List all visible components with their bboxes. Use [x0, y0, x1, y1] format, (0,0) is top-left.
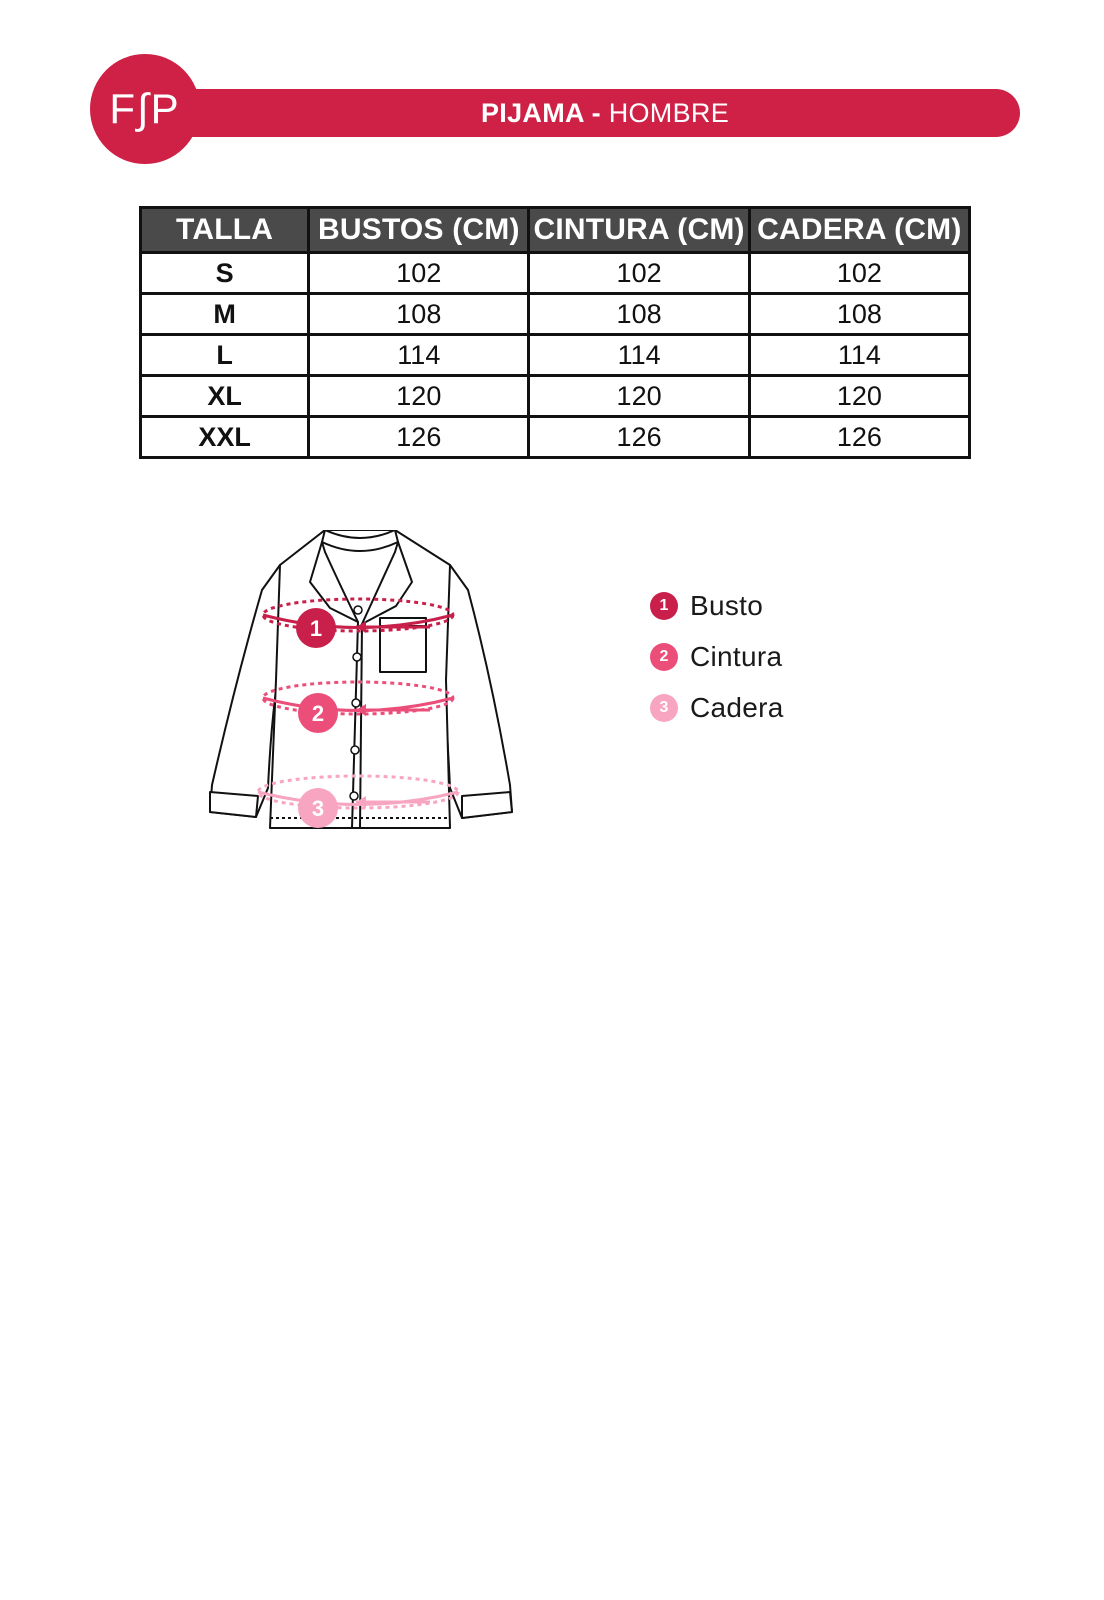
legend-label-cadera: Cadera: [690, 691, 784, 723]
marker-3: [298, 788, 338, 828]
bust-cell: 114: [309, 335, 529, 376]
waist-cell: 120: [529, 376, 749, 417]
header-bustos: BUSTOS (CM): [309, 208, 529, 253]
header-talla: TALLA: [141, 208, 309, 253]
hip-cell: 114: [749, 335, 969, 376]
bust-cell: 120: [309, 376, 529, 417]
legend-label-cintura: Cintura: [690, 640, 783, 672]
left-cuff: [210, 792, 258, 817]
legend-label-busto: Busto: [690, 589, 764, 621]
header-banner: [150, 89, 1020, 137]
legend-item-busto: [650, 580, 784, 631]
header-cintura: CINTURA (CM): [529, 208, 749, 253]
bust-cell: 102: [309, 253, 529, 294]
bust-cell: 108: [309, 294, 529, 335]
legend-item-cadera: [650, 682, 784, 733]
legend-item-cintura: [650, 631, 784, 682]
table-row: [141, 294, 970, 335]
waist-cell: 102: [529, 253, 749, 294]
marker-1: [296, 608, 336, 648]
waist-cell: 108: [529, 294, 749, 335]
table-row: [141, 417, 970, 458]
table-row: [141, 335, 970, 376]
hip-cell: 126: [749, 417, 969, 458]
table-row: [141, 253, 970, 294]
svg-text:2: 2: [311, 701, 325, 726]
bust-cell: 126: [309, 417, 529, 458]
legend-number-3: 3: [650, 694, 678, 722]
size-cell: XL: [141, 376, 309, 417]
svg-text:3: 3: [311, 796, 325, 821]
size-cell: XXL: [141, 417, 309, 458]
table-header-row: [141, 208, 970, 253]
hip-cell: 102: [749, 253, 969, 294]
hip-cell: 108: [749, 294, 969, 335]
svg-text:1: 1: [309, 616, 323, 641]
waist-cell: 114: [529, 335, 749, 376]
right-cuff: [462, 792, 512, 818]
size-cell: M: [141, 294, 309, 335]
header-cadera: CADERA (CM): [749, 208, 969, 253]
page-title: [150, 89, 1020, 137]
size-cell: S: [141, 253, 309, 294]
legend-number-1: 1: [650, 592, 678, 620]
size-cell: L: [141, 335, 309, 376]
size-table: [139, 206, 971, 459]
logo-text: F∫P: [109, 85, 181, 132]
legend-number-2: 2: [650, 643, 678, 671]
waist-cell: 126: [529, 417, 749, 458]
measurement-legend: [650, 580, 784, 733]
title-bold: PIJAMA -: [480, 98, 601, 128]
hip-cell: 120: [749, 376, 969, 417]
pajama-shirt-illustration: [200, 530, 530, 860]
marker-2: [298, 693, 338, 733]
table-row: [141, 376, 970, 417]
shirt-svg: [200, 530, 530, 860]
brand-logo: [90, 54, 200, 164]
title-regular: HOMBRE: [600, 98, 729, 128]
